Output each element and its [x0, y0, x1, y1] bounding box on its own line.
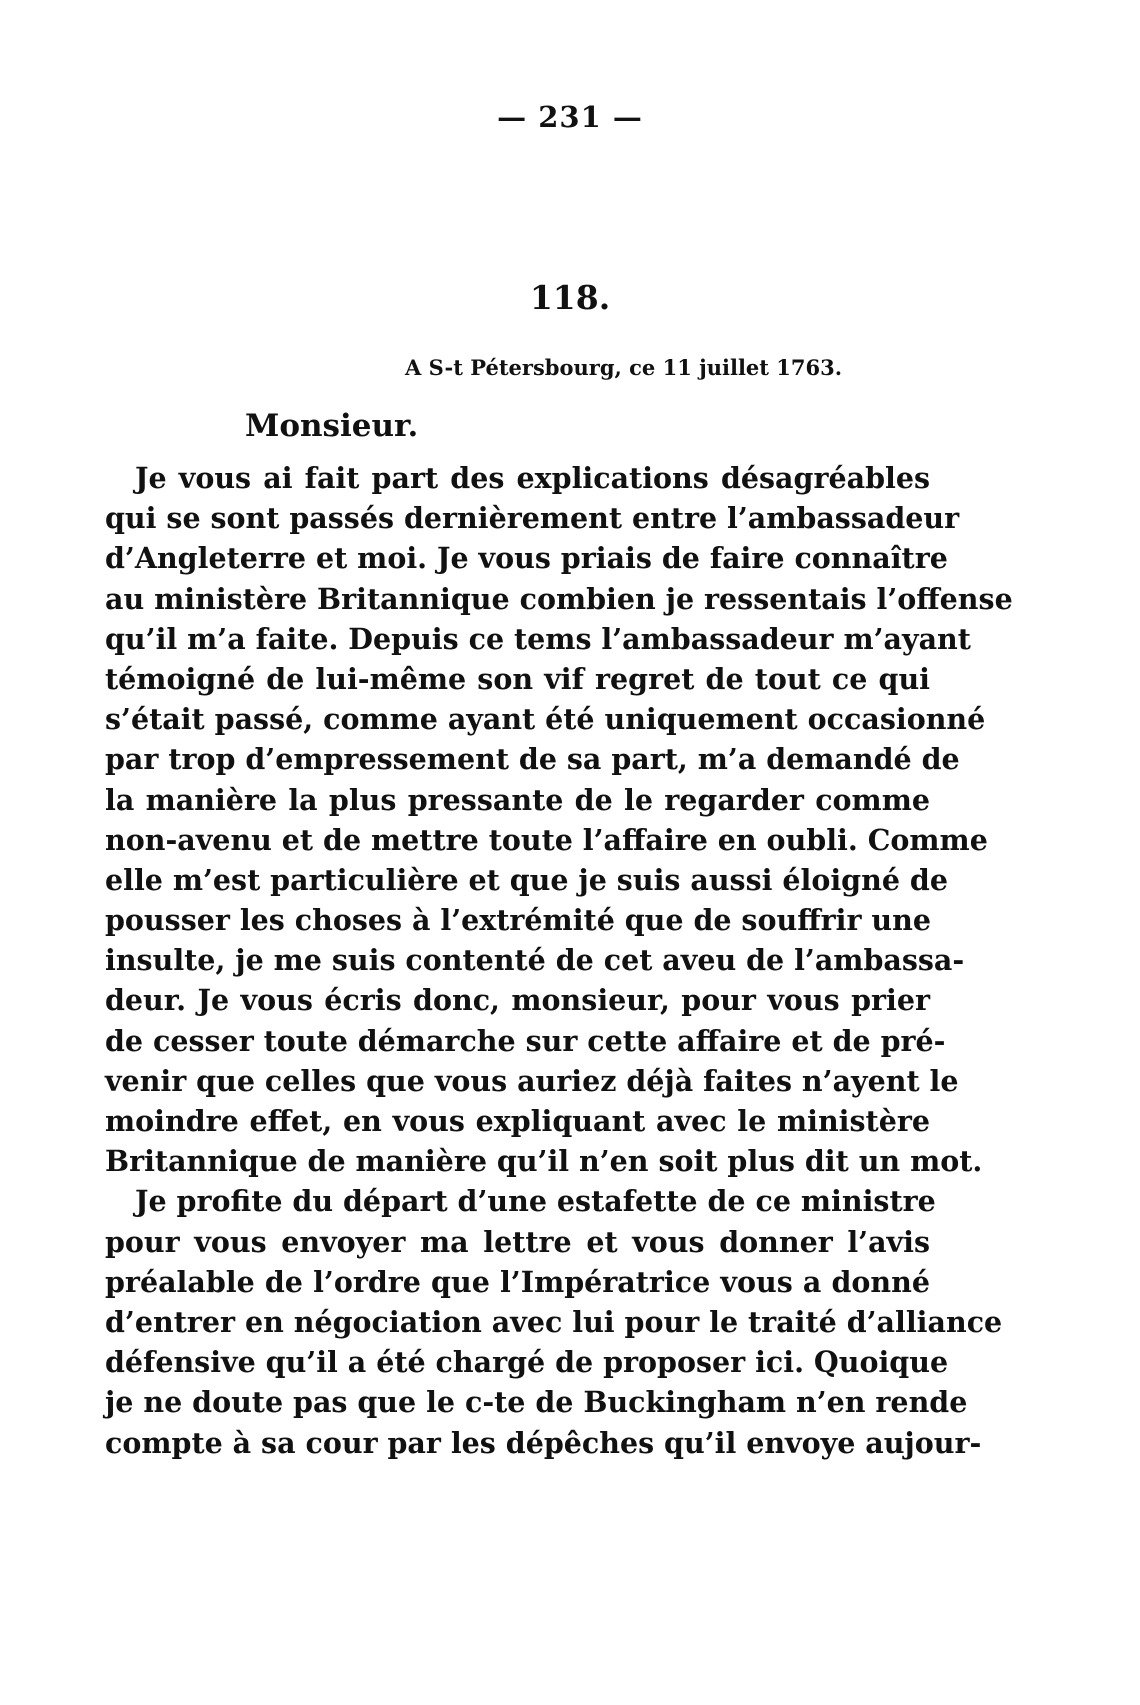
text-line: s’était passé, comme ayant été uniquement occasionné	[105, 702, 986, 737]
text-line: je ne doute pas que le c-te de Buckingham n’en rende	[105, 1385, 968, 1420]
text-line: non-avenu et de mettre toute l’affaire en oubli. Comme	[105, 822, 988, 857]
text-line: venir que celles que vous auriez déjà faites n’ayent le	[105, 1063, 959, 1098]
dateline: A S-t Pétersbourg, ce 11 juillet 1763.	[405, 355, 843, 380]
text-line: défensive qu’il a été chargé de proposer ici. Quoique	[105, 1345, 949, 1380]
text-line: compte à sa cour par les dépêches qu’il envoye aujour-	[105, 1425, 982, 1460]
text-line: Britannique de manière qu’il n’en soit plus dit un mot.	[105, 1144, 983, 1179]
text-line: la manière la plus pressante de le regarder comme	[105, 782, 930, 817]
text-line: qu’il m’a faite. Depuis ce tems l’ambassadeur m’ayant	[105, 621, 971, 656]
letter-body	[105, 458, 1013, 1463]
text-line: elle m’est particulière et que je suis aussi éloigné de	[105, 862, 948, 897]
paragraph-2	[105, 1181, 1003, 1462]
text-line: au ministère Britannique combien je ressentais l’offense	[105, 581, 1013, 616]
text-line: qui se sont passés dernièrement entre l’ambassadeur	[105, 501, 960, 536]
text-line: témoigné de lui-même son vif regret de tout ce qui	[105, 661, 930, 696]
letter-number: 118.	[529, 278, 611, 317]
text-line: pour vous envoyer ma lettre et vous donner l’avis	[105, 1224, 930, 1259]
text-line: insulte, je me suis contenté de cet aveu de l’ambassa-	[105, 943, 965, 978]
page-number: — 231 —	[497, 100, 643, 134]
text-line: deur. Je vous écris donc, monsieur, pour vous prier	[105, 983, 930, 1018]
text-line: d’entrer en négociation avec lui pour le traité d’alliance	[105, 1304, 1003, 1339]
text-line: Je vous ai fait part des explications désagréables	[135, 461, 930, 495]
text-line: d’Angleterre et moi. Je vous priais de faire connaître	[105, 541, 948, 576]
text-line: Je profite du départ d’une estafette de ce ministre	[135, 1184, 936, 1219]
text-line: pousser les choses à l’extrémité que de souffrir une	[105, 903, 931, 938]
salutation: Monsieur.	[245, 408, 419, 444]
text-line: préalable de l’ordre que l’Impératrice vous a donné	[105, 1264, 930, 1299]
text-line: de cesser toute démarche sur cette affaire et de pré-	[105, 1023, 946, 1058]
text-line: par trop d’empressement de sa part, m’a demandé de	[105, 742, 960, 777]
text-line: moindre effet, en vous expliquant avec le ministère	[105, 1104, 930, 1138]
paragraph-1	[105, 458, 1013, 1181]
